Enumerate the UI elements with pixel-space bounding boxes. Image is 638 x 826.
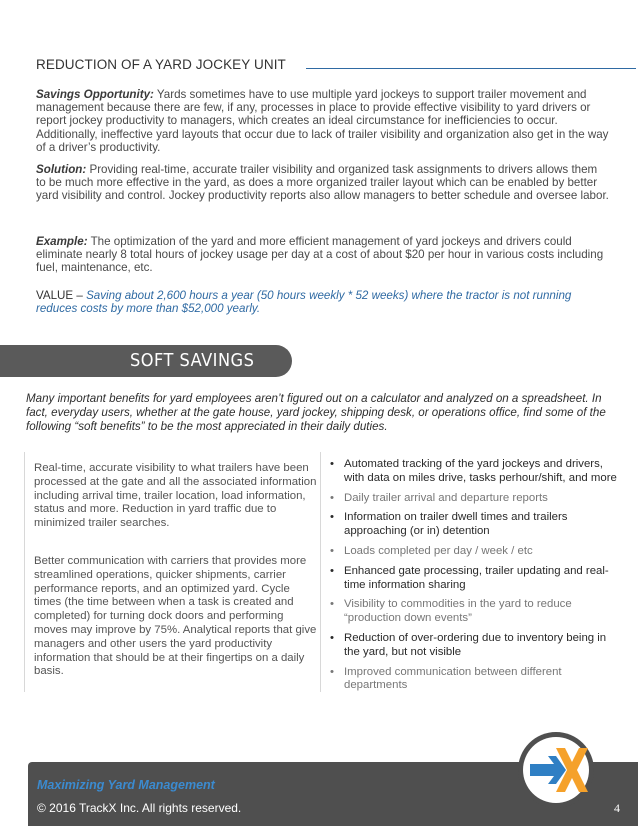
benefits-list (330, 458, 620, 699)
section-title: REDUCTION OF A YARD JOCKEY UNIT (36, 57, 286, 72)
footer-title: Maximizing Yard Management (37, 778, 215, 792)
example-paragraph (36, 235, 610, 275)
solution-text: Providing real-time, accurate trailer visibility and organized task assignments to drivers allows them to be much more effective in the yard, as does a more organized trailer layout which can be enabled by better yard visibility and control. Jockey productivity reports also allow managers to better schedule and oversee labor. (36, 163, 609, 203)
savings-paragraph (36, 88, 610, 154)
savings-label: Savings Opportunity: (36, 88, 154, 101)
value-text: Saving about 2,600 hours a year (50 hours weekly * 52 weeks) where the tractor is not running reduces costs by more than $52,000 yearly. (36, 289, 572, 316)
list-item: • Improved communication between different departments (330, 665, 562, 692)
example-text: The optimization of the yard and more efficient management of yard jockeys and drivers could eliminate nearly 8 total hours of jockey usage per day at a cost of about $20 per hour in various costs including fuel, maintenance, etc. (36, 235, 604, 275)
list-item: • Loads completed per day / week / etc (330, 544, 533, 557)
left-column-paragraph-1: Real-time, accurate visibility to what trailers have been processed at the gate and all the associated information including arrival time, trailer location, load information, status and more. Reduction in yard traffic due to minimized trailer searches. (34, 462, 317, 530)
bullet-icon: • (330, 631, 334, 644)
left-column-paragraph-2: Better communication with carriers that provides more streamlined operations, quicker shipments, carrier performance reports, and an optimized yard. Cycle times (the time between when a task is created and completed) for turning dock doors and performing moves may improve by 75%. Analytical reports that give managers and other users the yard productivity information that should be at their fingertips on a daily basis. (34, 555, 317, 678)
bullet-icon: • (330, 511, 334, 524)
list-item: • Automated tracking of the yard jockeys and drivers, with data on miles drive, tasks perhour/shift, and more (330, 458, 617, 484)
section-title-rule (306, 68, 636, 69)
list-item: • Reduction of over-ordering due to inventory being in the yard, but not visible (330, 631, 607, 658)
list-item: • Information on trailer dwell times and trailers approaching (or in) detention (330, 511, 568, 538)
soft-savings-heading: SOFT SAVINGS (130, 350, 255, 371)
bullet-icon: • (330, 598, 334, 611)
savings-text: Yards sometimes have to use multiple yard jockeys to support trailer movement and management because there are few, if any, processes in place to provide effective visibility to yard drivers or report jockey productivity to managers, which creates an ideal circumstance for inefficiencies to occur. Additionally, ineffective yard layouts that occur due to lack of trailer visibility and organization also get in the way of a driver’s productivity. (36, 88, 609, 154)
list-item: • Visibility to commodities in the yard to reduce “production down events” (330, 598, 572, 625)
bullet-icon: • (330, 564, 334, 577)
footer-copyright: © 2016 TrackX Inc. All rights reserved. (37, 801, 242, 815)
example-label: Example: (36, 235, 88, 248)
list-item: • Daily trailer arrival and departure reports (330, 491, 548, 504)
bullet-icon: • (330, 665, 334, 678)
bullet-icon: • (330, 491, 334, 504)
soft-savings-intro: Many important benefits for yard employees aren’t figured out on a calculator and analyzed on a spreadsheet. In fact, everyday users, whether at the gate house, yard jockey, shipping desk, or operations office, find some of the following “soft benefits” to be the most appreciated in their daily duties. (26, 392, 606, 433)
list-item: • Enhanced gate processing, trailer updating and real-time information sharing (330, 564, 609, 591)
value-label: VALUE – (36, 289, 87, 302)
bullet-icon: • (330, 458, 334, 470)
solution-paragraph (36, 163, 610, 203)
value-paragraph (36, 289, 610, 315)
solution-label: Solution: (36, 163, 87, 176)
bullet-icon: • (330, 544, 334, 557)
trackx-logo-icon (516, 730, 596, 810)
page-number: 4 (614, 801, 620, 815)
